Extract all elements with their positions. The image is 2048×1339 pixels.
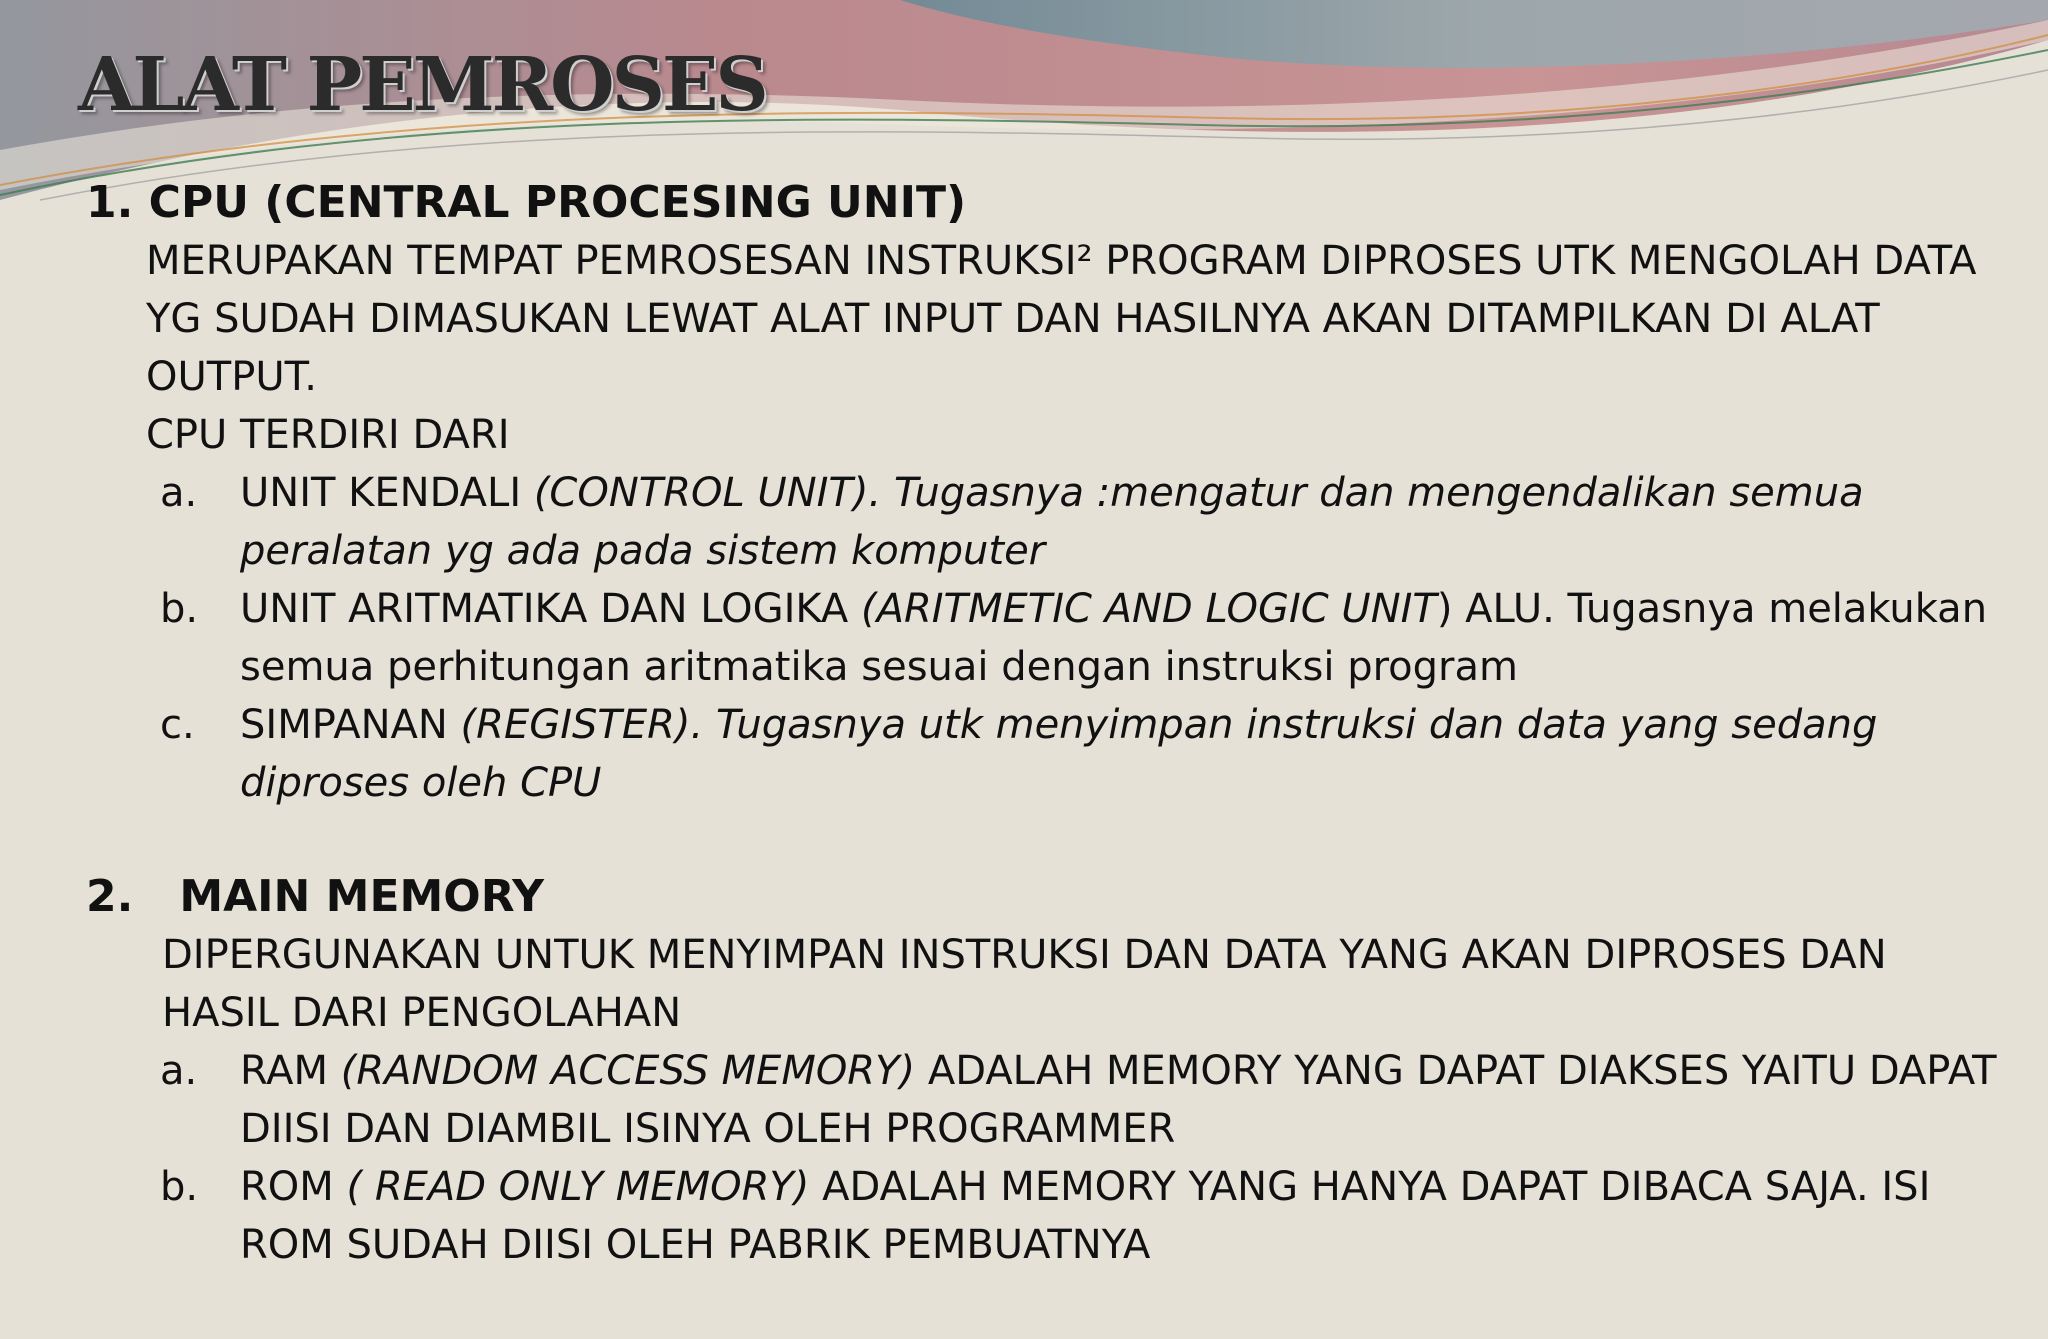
list-item (160, 696, 2000, 812)
list-item-tail: ADALAH MEMORY YANG DAPAT DIAKSES YAITU DAPAT DIISI DAN DIAMBIL ISINYA OLEH PROGRAMMER (240, 1048, 1997, 1152)
section-number: 2. (86, 871, 134, 922)
list-item-letter: b. (160, 1164, 199, 1210)
memory-type-list (160, 1042, 2000, 1274)
list-item-italic: (CONTROL UNIT). Tugasnya :mengatur dan mengendalikan semua peralatan yg ada pada sistem komputer (240, 470, 1864, 574)
list-item (160, 580, 2000, 696)
list-item-lead: UNIT KENDALI (240, 470, 534, 516)
list-item (160, 464, 2000, 580)
section-heading-text: CPU (CENTRAL PROCESING UNIT) (148, 177, 967, 228)
section-number: 1. (86, 177, 134, 228)
list-item-tail: ) ALU. Tugasnya melakukan semua perhitungan aritmatika sesuai dengan instruksi program (240, 586, 1988, 690)
cpu-component-list (160, 464, 2000, 812)
list-item (160, 1158, 2000, 1274)
list-item (160, 1042, 2000, 1158)
section-heading-text: MAIN MEMORY (179, 871, 545, 922)
list-item-italic: (REGISTER). Tugasnya utk menyimpan instruksi dan data yang sedang diproses oleh CPU (240, 702, 1878, 806)
section-description: MERUPAKAN TEMPAT PEMROSESAN INSTRUKSI² PROGRAM DIPROSES UTK MENGOLAH DATA YG SUDAH DIMASUKAN LEWAT ALAT INPUT DAN HASILNYA AKAN DITAMPILKAN DI ALAT OUTPUT. (146, 238, 1977, 400)
list-item-letter: a. (160, 1048, 198, 1094)
list-item-italic: (ARITMETIC AND LOGIC UNIT (860, 586, 1437, 632)
section-subheading: CPU TERDIRI DARI (146, 412, 510, 458)
list-item-italic: ( READ ONLY MEMORY) (346, 1164, 810, 1210)
section-heading (86, 868, 544, 926)
list-item-lead: UNIT ARITMATIKA DAN LOGIKA (240, 586, 861, 632)
section-description: DIPERGUNAKAN UNTUK MENYIMPAN INSTRUKSI DAN DATA YANG AKAN DIPROSES DAN HASIL DARI PENGOLAHAN (162, 932, 1887, 1036)
section-heading (86, 174, 966, 232)
list-item-lead: ROM (240, 1164, 347, 1210)
list-item-tail: ADALAH MEMORY YANG HANYA DAPAT DIBACA SAJA. ISI ROM SUDAH DIISI OLEH PABRIK PEMBUATNYA (240, 1164, 1931, 1268)
list-item-letter: a. (160, 470, 198, 516)
list-item-letter: b. (160, 586, 199, 632)
list-item-lead: SIMPANAN (240, 702, 461, 748)
list-item-italic: (RANDOM ACCESS MEMORY) (340, 1048, 916, 1094)
list-item-letter: c. (160, 702, 195, 748)
list-item-lead: RAM (240, 1048, 341, 1094)
slide-title: ALAT PEMROSES (78, 42, 766, 128)
